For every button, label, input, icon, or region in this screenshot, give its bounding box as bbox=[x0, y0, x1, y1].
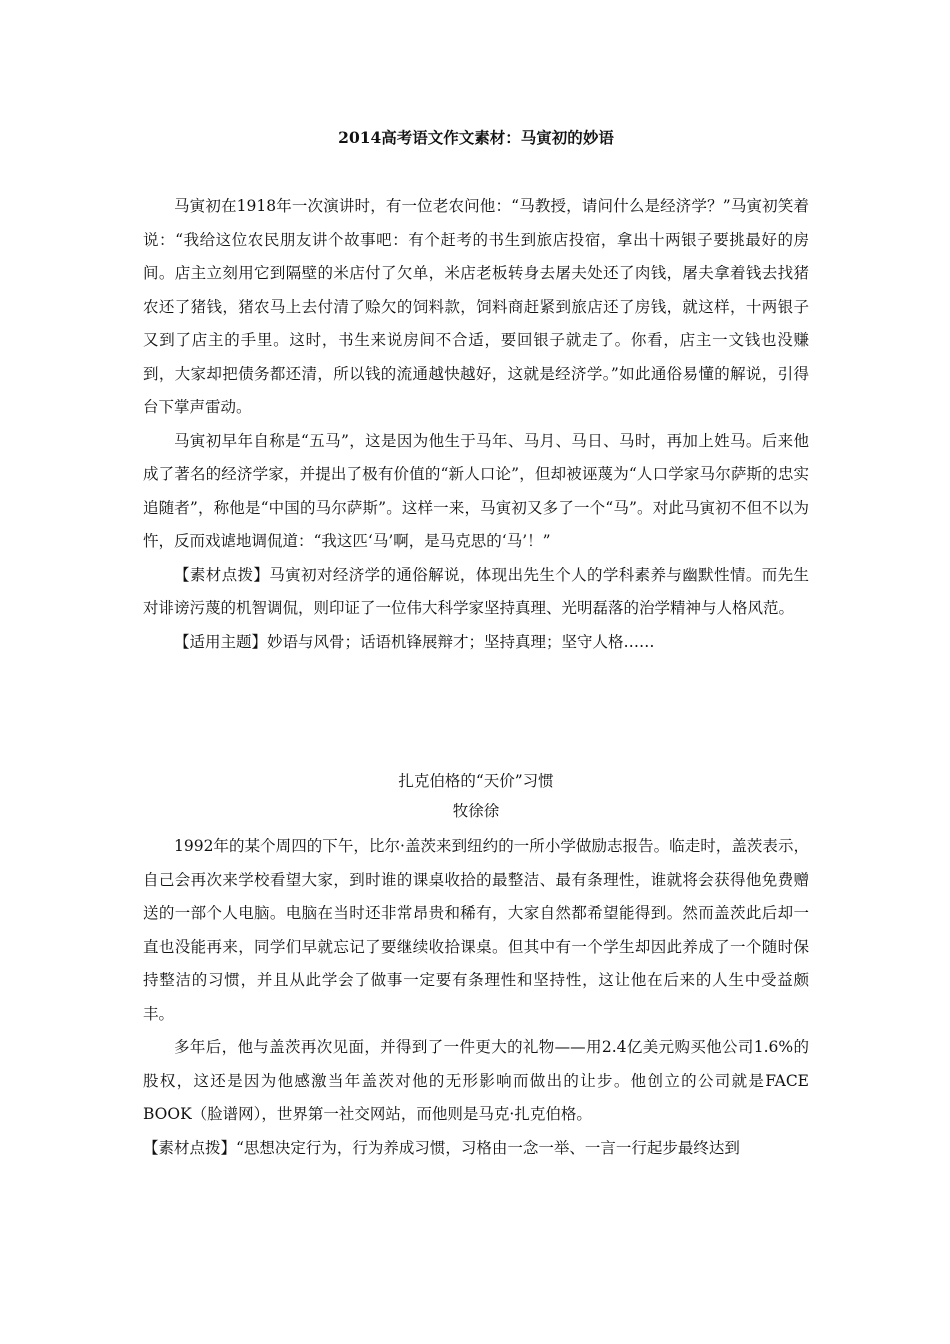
material-comment: 【素材点拨】马寅初对经济学的通俗解说，体现出先生个人的学科素养与幽默性情。而先生对诽谤污蔑的机智调侃，则印证了一位伟大科学家坚持真理、光明磊落的治学精神与人格风范。 bbox=[143, 565, 809, 617]
article-subtitle: 扎克伯格的“天价”习惯 bbox=[398, 772, 554, 790]
article-body bbox=[143, 190, 809, 659]
paragraph: 马寅初在1918年一次演讲时，有一位老农问他：“马教授，请问什么是经济学？”马寅初笑着说：“我给这位农民朋友讲个故事吧：有个赶考的书生到旅店投宿，拿出十两银子要挑最好的房间。店主立刻用它到隔壁的米店付了欠单，米店老板转身去屠夫处还了肉钱，屠夫拿着钱去找猪农还了猪钱，猪农马上去付清了赊欠的饲料款，饲料商赶紧到旅店还了房钱，就这样，十两银子又到了店主的手里。这时，书生来说房间不合适，要回银子就走了。你看，店主一文钱也没赚到，大家却把债务都还清，所以钱的流通越快越好，这就是经济学。”如此通俗易懂的解说，引得台下掌声雷动。 bbox=[143, 197, 809, 416]
article-title: 2014高考语文作文素材：马寅初的妙语 bbox=[338, 128, 614, 147]
paragraph: 多年后，他与盖茨再次见面，并得到了一件更大的礼物——用2.4亿美元购买他公司1.6%的股权，这还是因为他感激当年盖茨对他的无形影响而做出的让步。他创立的公司就是FACE BOOK（脸谱网），世界第一社交网站，而他则是马克·扎克伯格。 bbox=[143, 1038, 809, 1123]
paragraph: 1992年的某个周四的下午，比尔·盖茨来到纽约的一所小学做励志报告。临走时，盖茨表示，自己会再次来学校看望大家，到时谁的课桌收拾的最整洁、最有条理性，谁就将会获得他免费赠送的一部个人电脑。电脑在当时还非常昂贵和稀有，大家自然都希望能得到。然而盖茨此后却一直也没能再来，同学们早就忘记了要继续收拾课桌。但其中有一个学生却因此养成了一个随时保持整洁的习惯，并且从此学会了做事一定要有条理性和坚持性，这让他在后来的人生中受益颇丰。 bbox=[143, 837, 809, 1023]
paragraph: 马寅初早年自称是“五马”，这是因为他生于马年、马月、马日、马时，再加上姓马。后来他成了著名的经济学家，并提出了极有价值的“新人口论”，但却被诬蔑为“人口学家马尔萨斯的忠实追随者”，称他是“中国的马尔萨斯”。这样一来，马寅初又多了一个“马”。对此马寅初不但不以为忤，反而戏谑地调侃道：“我这匹‘马’啊，是马克思的‘马’！” bbox=[143, 431, 809, 550]
applicable-themes: 【适用主题】妙语与风骨；话语机锋展辩才；坚持真理；坚守人格…… bbox=[174, 632, 655, 651]
second-article bbox=[143, 766, 809, 1165]
article-author: 牧徐徐 bbox=[452, 802, 500, 820]
material-comment: 【素材点拨】“思想决定行为，行为养成习惯，习格由一念一举、一言一行起步最终达到 bbox=[143, 1138, 740, 1157]
